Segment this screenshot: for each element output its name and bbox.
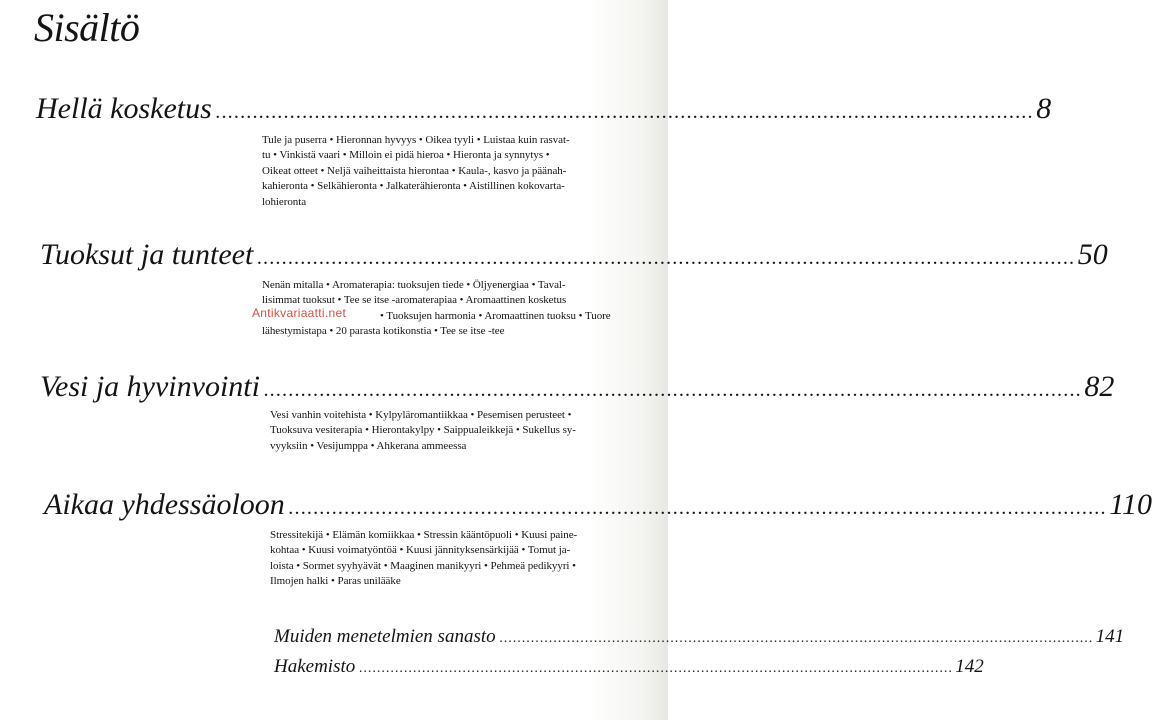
toc-entry-4-topics	[270, 528, 626, 590]
topic-line: Stressitekijä • Elämän komiikkaa • Stressin kääntöpuoli • Kuusi paine-	[270, 529, 578, 541]
toc-extra-title: Hakemisto	[274, 656, 356, 677]
toc-entry-3-topics	[270, 408, 626, 454]
toc-entry-page: 82	[1084, 370, 1115, 403]
toc-entry-page: 50	[1077, 238, 1108, 271]
toc-entry-title: Vesi ja hyvinvointi	[40, 370, 260, 403]
toc-extra-glossary	[274, 626, 1125, 648]
toc-entry-4	[44, 488, 1152, 521]
dot-leader: ....................................................................................................................................	[257, 247, 1076, 269]
toc-entry-title: Hellä kosketus	[36, 92, 212, 125]
topic-line: Tuoksuva vesiterapia • Hierontakylpy • Saippualeikkejä • Sukellus sy-	[270, 424, 576, 437]
toc-entry-1-topics	[262, 133, 622, 210]
topic-line: loista • Sormet syyhyävät • Maaginen manikyyri • Pehmeä pedikyyri •	[270, 559, 576, 572]
topic-line: Oikeat otteet • Neljä vaiheittaista hierontaa • Kaula-, kasvo ja päänah-	[262, 164, 567, 177]
toc-entry-3	[40, 370, 1115, 403]
toc-extra-title: Muiden menetelmien sanasto	[274, 626, 496, 647]
topic-line: kohtaa • Kuusi voimatyöntöä • Kuusi jännityksensärkijää • Tomut ja-	[270, 544, 571, 557]
topic-line: Vesi vanhin voitehista • Kylpyläromantiikkaa • Pesemisen perusteet •	[270, 409, 572, 421]
toc-extra-index	[274, 656, 984, 678]
toc-entry-page: 110	[1109, 488, 1152, 521]
topic-line: vyyksiin • Vesijumppa • Ahkerana ammeessa	[270, 439, 467, 452]
topic-line: Nenän mitalla • Aromaterapia: tuoksujen tiede • Öljyenergiaa • Taval-	[262, 279, 566, 291]
toc-entry-1	[36, 92, 1052, 125]
toc-entry-title: Aikaa yhdessäoloon	[44, 488, 285, 521]
toc-entry-page: 8	[1036, 92, 1052, 125]
toc-extra-page: 141	[1095, 626, 1125, 647]
topic-line: lisimmat tuoksut • Tee se itse -aromaterapiaa • Aromaattinen kosketus	[262, 294, 567, 307]
dot-leader: ....................................................................................................................................	[359, 661, 954, 676]
toc-entry-2	[40, 238, 1108, 271]
dot-leader: ....................................................................................................................................	[215, 101, 1035, 123]
topic-line: lohieronta	[262, 195, 307, 208]
page-title: Sisältö	[34, 5, 140, 50]
dot-leader: ....................................................................................................................................	[263, 379, 1083, 401]
topic-line: Tule ja puserra • Hieronnan hyvyys • Oikea tyyli • Luistaa kuin rasvat-	[262, 134, 570, 146]
topic-line: kahieronta • Selkähieronta • Jalkaterähieronta • Aistillinen kokovarta-	[262, 180, 565, 193]
watermark-logo: Antikvariaatti.net	[252, 306, 347, 320]
dot-leader: ....................................................................................................................................	[499, 631, 1094, 646]
topic-line: tu • Vinkistä vaari • Milloin ei pidä hieroa • Hieronta ja synnytys •	[262, 149, 550, 162]
dot-leader: ....................................................................................................................................	[288, 497, 1108, 519]
toc-extra-page: 142	[955, 656, 984, 677]
topic-line: lähestymistapa • 20 parasta kotikonstia • Tee se itse -tee	[262, 325, 505, 338]
topic-line: Ilmojen halki • Paras unilääke	[270, 575, 401, 588]
topic-line: • Tuoksujen harmonia • Aromaattinen tuoksu • Tuore	[380, 309, 611, 322]
toc-entry-title: Tuoksut ja tunteet	[40, 238, 254, 271]
